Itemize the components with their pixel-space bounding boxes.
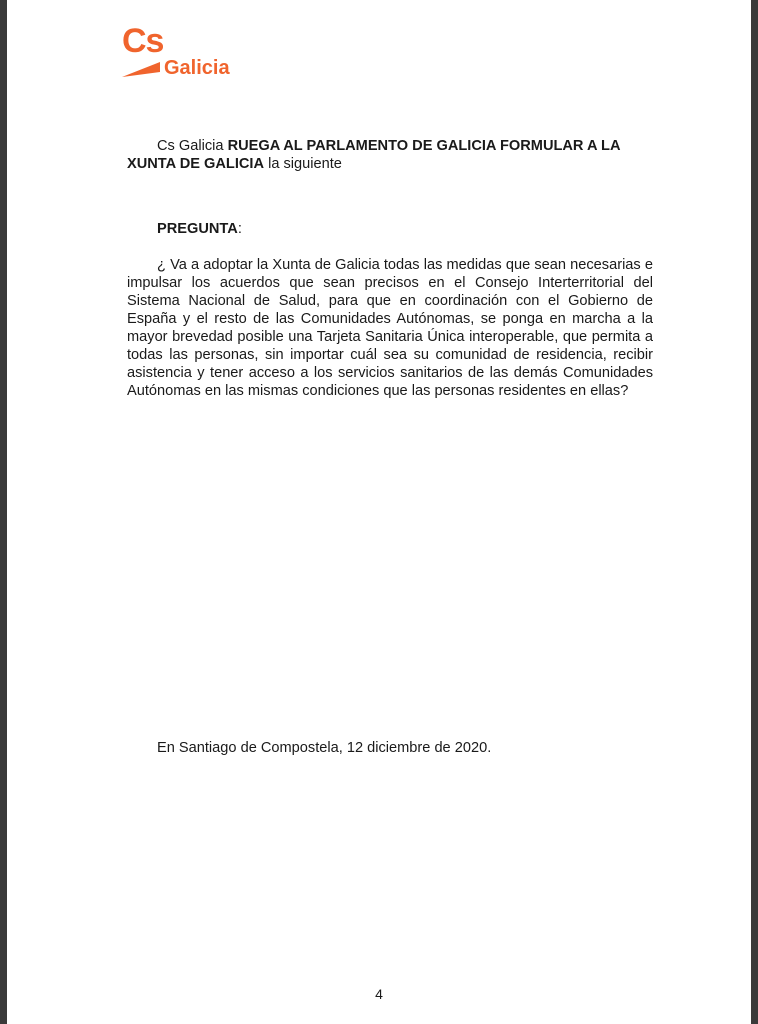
page-number: 4 [375,986,383,1002]
party-name: Cs Galicia [157,138,224,154]
svg-text:Cs: Cs [122,22,164,60]
svg-text:Galicia: Galicia [164,57,230,79]
pregunta-colon: : [237,221,242,237]
pregunta-heading [157,221,242,237]
document-page [7,0,751,1024]
question-paragraph: ¿ Va a adoptar la Xunta de Galicia todas las medidas que sean necesarias e impulsar los acuerdos que sean precisos en el Consejo Interterritorial del Sistema Nacional de Salud, para que en coordinación con el Gobierno de España y el resto de las Comunidades Autónomas, se ponga en marcha a la mayor brevedad posible una Tarjeta Sanitaria Única interoperable, que permita a todas las personas, sin importar cuál sea su comunidad de residencia, recibir asistencia y tener acceso a los servicios sanitarios de las demás Comunidades Autónomas en las mismas condiciones que las personas residentes en ellas? [127,257,653,399]
request-bold: RUEGA AL PARLAMENTO DE GALICIA FORMULAR A LA XUNTA DE GALICIA [127,138,620,172]
intro-paragraph [127,137,653,173]
pregunta-label: PREGUNTA [157,221,238,237]
intro-rest: la siguiente [268,156,342,172]
cs-galicia-logo [120,22,270,82]
closing-line: En Santiago de Compostela, 12 diciembre de 2020. [157,740,492,756]
